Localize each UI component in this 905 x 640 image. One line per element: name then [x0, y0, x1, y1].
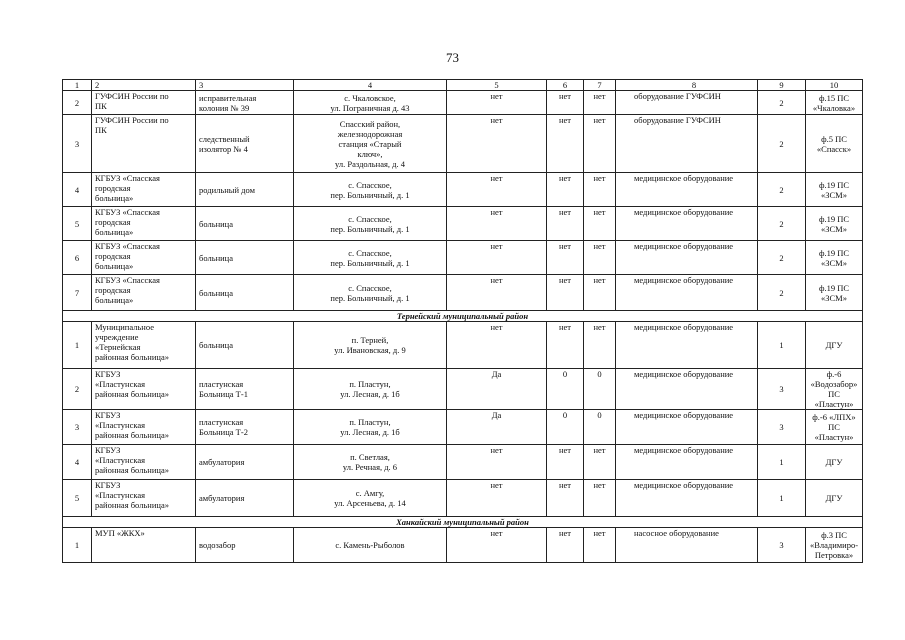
cell-col6: 0	[547, 369, 584, 410]
data-table	[62, 79, 863, 563]
header-cell-1: 1	[63, 80, 92, 91]
cell-power-source: ДГУ	[806, 445, 863, 480]
table-row	[63, 241, 863, 275]
header-cell-6: 6	[547, 80, 584, 91]
cell-col6: нет	[547, 241, 584, 275]
cell-power-source: ф.-6 «Водозабор» ПС «Пластун»	[806, 369, 863, 410]
table-row	[63, 275, 863, 311]
cell-col7: нет	[584, 322, 616, 369]
cell-category: 1	[758, 445, 806, 480]
cell-category: 3	[758, 528, 806, 563]
cell-number: 2	[63, 91, 92, 115]
page-number: 73	[446, 50, 459, 65]
cell-equipment: медицинское оборудование	[616, 207, 758, 241]
cell-power-source: ф.-6 «ЛПХ» ПС «Пластун»	[806, 410, 863, 445]
cell-power-source: ф.19 ПС «ЗСМ»	[806, 241, 863, 275]
cell-organization: ГУФСИН России по ПК	[92, 115, 196, 173]
cell-facility: амбулатория	[196, 480, 294, 517]
cell-col6: нет	[547, 115, 584, 173]
cell-number: 1	[63, 528, 92, 563]
cell-address: с. Спасское, пер. Больничный, д. 1	[294, 275, 447, 311]
table-row	[63, 207, 863, 241]
cell-organization: КГБУЗ «Спасская городская больница»	[92, 207, 196, 241]
cell-address: с. Чкаловское, ул. Пограничная д. 43	[294, 91, 447, 115]
cell-col7: нет	[584, 91, 616, 115]
cell-organization: КГБУЗ «Спасская городская больница»	[92, 241, 196, 275]
section-row	[63, 311, 863, 322]
cell-facility: больница	[196, 275, 294, 311]
cell-number: 5	[63, 207, 92, 241]
cell-organization: КГБУЗ «Спасская городская больница»	[92, 173, 196, 207]
cell-category: 2	[758, 91, 806, 115]
cell-col5: нет	[447, 173, 547, 207]
section-title: Тернейский муниципальный район	[63, 311, 863, 322]
cell-col5: нет	[447, 445, 547, 480]
cell-col6: нет	[547, 322, 584, 369]
cell-category: 3	[758, 410, 806, 445]
cell-category: 1	[758, 480, 806, 517]
cell-equipment: медицинское оборудование	[616, 445, 758, 480]
cell-equipment: медицинское оборудование	[616, 241, 758, 275]
cell-address: с. Амгу, ул. Арсеньева, д. 14	[294, 480, 447, 517]
cell-col7: нет	[584, 241, 616, 275]
cell-power-source: ф.15 ПС «Чкаловка»	[806, 91, 863, 115]
cell-organization: КГБУЗ «Пластунская районная больница»	[92, 445, 196, 480]
cell-category: 2	[758, 173, 806, 207]
cell-equipment: медицинское оборудование	[616, 369, 758, 410]
cell-power-source: ф.5 ПС «Спасск»	[806, 115, 863, 173]
header-cell-5: 5	[447, 80, 547, 91]
section-title: Ханкайский муниципальный район	[63, 517, 863, 528]
cell-col7: нет	[584, 207, 616, 241]
cell-col5: Да	[447, 410, 547, 445]
cell-address: Спасский район, железнодорожная станция «Старый ключ», ул. Раздольная, д. 4	[294, 115, 447, 173]
cell-number: 7	[63, 275, 92, 311]
cell-address: п. Пластун, ул. Лесная, д. 1б	[294, 369, 447, 410]
cell-equipment: оборудование ГУФСИН	[616, 115, 758, 173]
header-cell-2: 2	[92, 80, 196, 91]
cell-power-source: ф.19 ПС «ЗСМ»	[806, 275, 863, 311]
table-row	[63, 173, 863, 207]
cell-power-source: ф.19 ПС «ЗСМ»	[806, 207, 863, 241]
cell-col5: нет	[447, 528, 547, 563]
cell-col5: Да	[447, 369, 547, 410]
table-row	[63, 369, 863, 410]
cell-category: 2	[758, 241, 806, 275]
cell-facility: больница	[196, 207, 294, 241]
cell-category: 3	[758, 369, 806, 410]
cell-organization: КГБУЗ «Пластунская районная больница»	[92, 480, 196, 517]
cell-equipment: медицинское оборудование	[616, 275, 758, 311]
cell-col6: 0	[547, 410, 584, 445]
cell-power-source: ДГУ	[806, 480, 863, 517]
cell-facility: родильный дом	[196, 173, 294, 207]
cell-organization: Муниципальное учреждение «Тернейская районная больница»	[92, 322, 196, 369]
table-row	[63, 410, 863, 445]
table-row	[63, 91, 863, 115]
cell-col5: нет	[447, 322, 547, 369]
cell-col5: нет	[447, 115, 547, 173]
cell-col5: нет	[447, 241, 547, 275]
cell-power-source: ДГУ	[806, 322, 863, 369]
cell-organization: КГБУЗ «Спасская городская больница»	[92, 275, 196, 311]
cell-col7: нет	[584, 480, 616, 517]
cell-category: 1	[758, 322, 806, 369]
header-cell-9: 9	[758, 80, 806, 91]
table-row	[63, 528, 863, 563]
cell-col6: нет	[547, 445, 584, 480]
cell-facility: следственный изолятор № 4	[196, 115, 294, 173]
cell-organization: КГБУЗ «Пластунская районная больница»	[92, 369, 196, 410]
cell-facility: пластунская Больница Т-1	[196, 369, 294, 410]
header-cell-10: 10	[806, 80, 863, 91]
cell-facility: пластунская Больница Т-2	[196, 410, 294, 445]
cell-col7: нет	[584, 275, 616, 311]
header-cell-8: 8	[616, 80, 758, 91]
cell-facility: водозабор	[196, 528, 294, 563]
cell-col7: нет	[584, 445, 616, 480]
cell-address: п. Терней, ул. Ивановская, д. 9	[294, 322, 447, 369]
cell-col7: нет	[584, 528, 616, 563]
cell-number: 1	[63, 322, 92, 369]
cell-col5: нет	[447, 207, 547, 241]
cell-facility: исправительная колония № 39	[196, 91, 294, 115]
cell-address: п. Светлая, ул. Речная, д. 6	[294, 445, 447, 480]
header-cell-7: 7	[584, 80, 616, 91]
cell-number: 6	[63, 241, 92, 275]
cell-number: 4	[63, 173, 92, 207]
cell-address: п. Пластун, ул. Лесная, д. 1б	[294, 410, 447, 445]
cell-col7: нет	[584, 115, 616, 173]
cell-col6: нет	[547, 528, 584, 563]
cell-organization: ГУФСИН России по ПК	[92, 91, 196, 115]
cell-col7: нет	[584, 173, 616, 207]
cell-number: 2	[63, 369, 92, 410]
cell-organization: КГБУЗ «Пластунская районная больница»	[92, 410, 196, 445]
cell-address: с. Камень-Рыболов	[294, 528, 447, 563]
cell-category: 2	[758, 207, 806, 241]
cell-equipment: медицинское оборудование	[616, 173, 758, 207]
cell-col6: нет	[547, 91, 584, 115]
table-row	[63, 480, 863, 517]
cell-category: 2	[758, 275, 806, 311]
cell-organization: МУП «ЖКХ»	[92, 528, 196, 563]
cell-equipment: медицинское оборудование	[616, 322, 758, 369]
cell-facility: больница	[196, 241, 294, 275]
cell-facility: амбулатория	[196, 445, 294, 480]
cell-number: 5	[63, 480, 92, 517]
header-cell-4: 4	[294, 80, 447, 91]
section-row	[63, 517, 863, 528]
cell-address: с. Спасское, пер. Больничный, д. 1	[294, 241, 447, 275]
cell-col7: 0	[584, 369, 616, 410]
cell-equipment: насосное оборудование	[616, 528, 758, 563]
cell-number: 4	[63, 445, 92, 480]
cell-category: 2	[758, 115, 806, 173]
cell-equipment: оборудование ГУФСИН	[616, 91, 758, 115]
table-row	[63, 115, 863, 173]
cell-power-source: ф.3 ПС «Владимиро- Петровка»	[806, 528, 863, 563]
cell-col6: нет	[547, 207, 584, 241]
cell-equipment: медицинское оборудование	[616, 480, 758, 517]
cell-col5: нет	[447, 91, 547, 115]
table-row	[63, 322, 863, 369]
cell-number: 3	[63, 410, 92, 445]
cell-col7: 0	[584, 410, 616, 445]
cell-power-source: ф.19 ПС «ЗСМ»	[806, 173, 863, 207]
cell-col5: нет	[447, 480, 547, 517]
cell-col6: нет	[547, 275, 584, 311]
table-row	[63, 445, 863, 480]
cell-address: с. Спасское, пер. Больничный, д. 1	[294, 207, 447, 241]
cell-col5: нет	[447, 275, 547, 311]
cell-col6: нет	[547, 480, 584, 517]
cell-equipment: медицинское оборудование	[616, 410, 758, 445]
table-header-row	[63, 80, 863, 91]
header-cell-3: 3	[196, 80, 294, 91]
cell-col6: нет	[547, 173, 584, 207]
cell-address: с. Спасское, пер. Больничный, д. 1	[294, 173, 447, 207]
cell-facility: больница	[196, 322, 294, 369]
cell-number: 3	[63, 115, 92, 173]
